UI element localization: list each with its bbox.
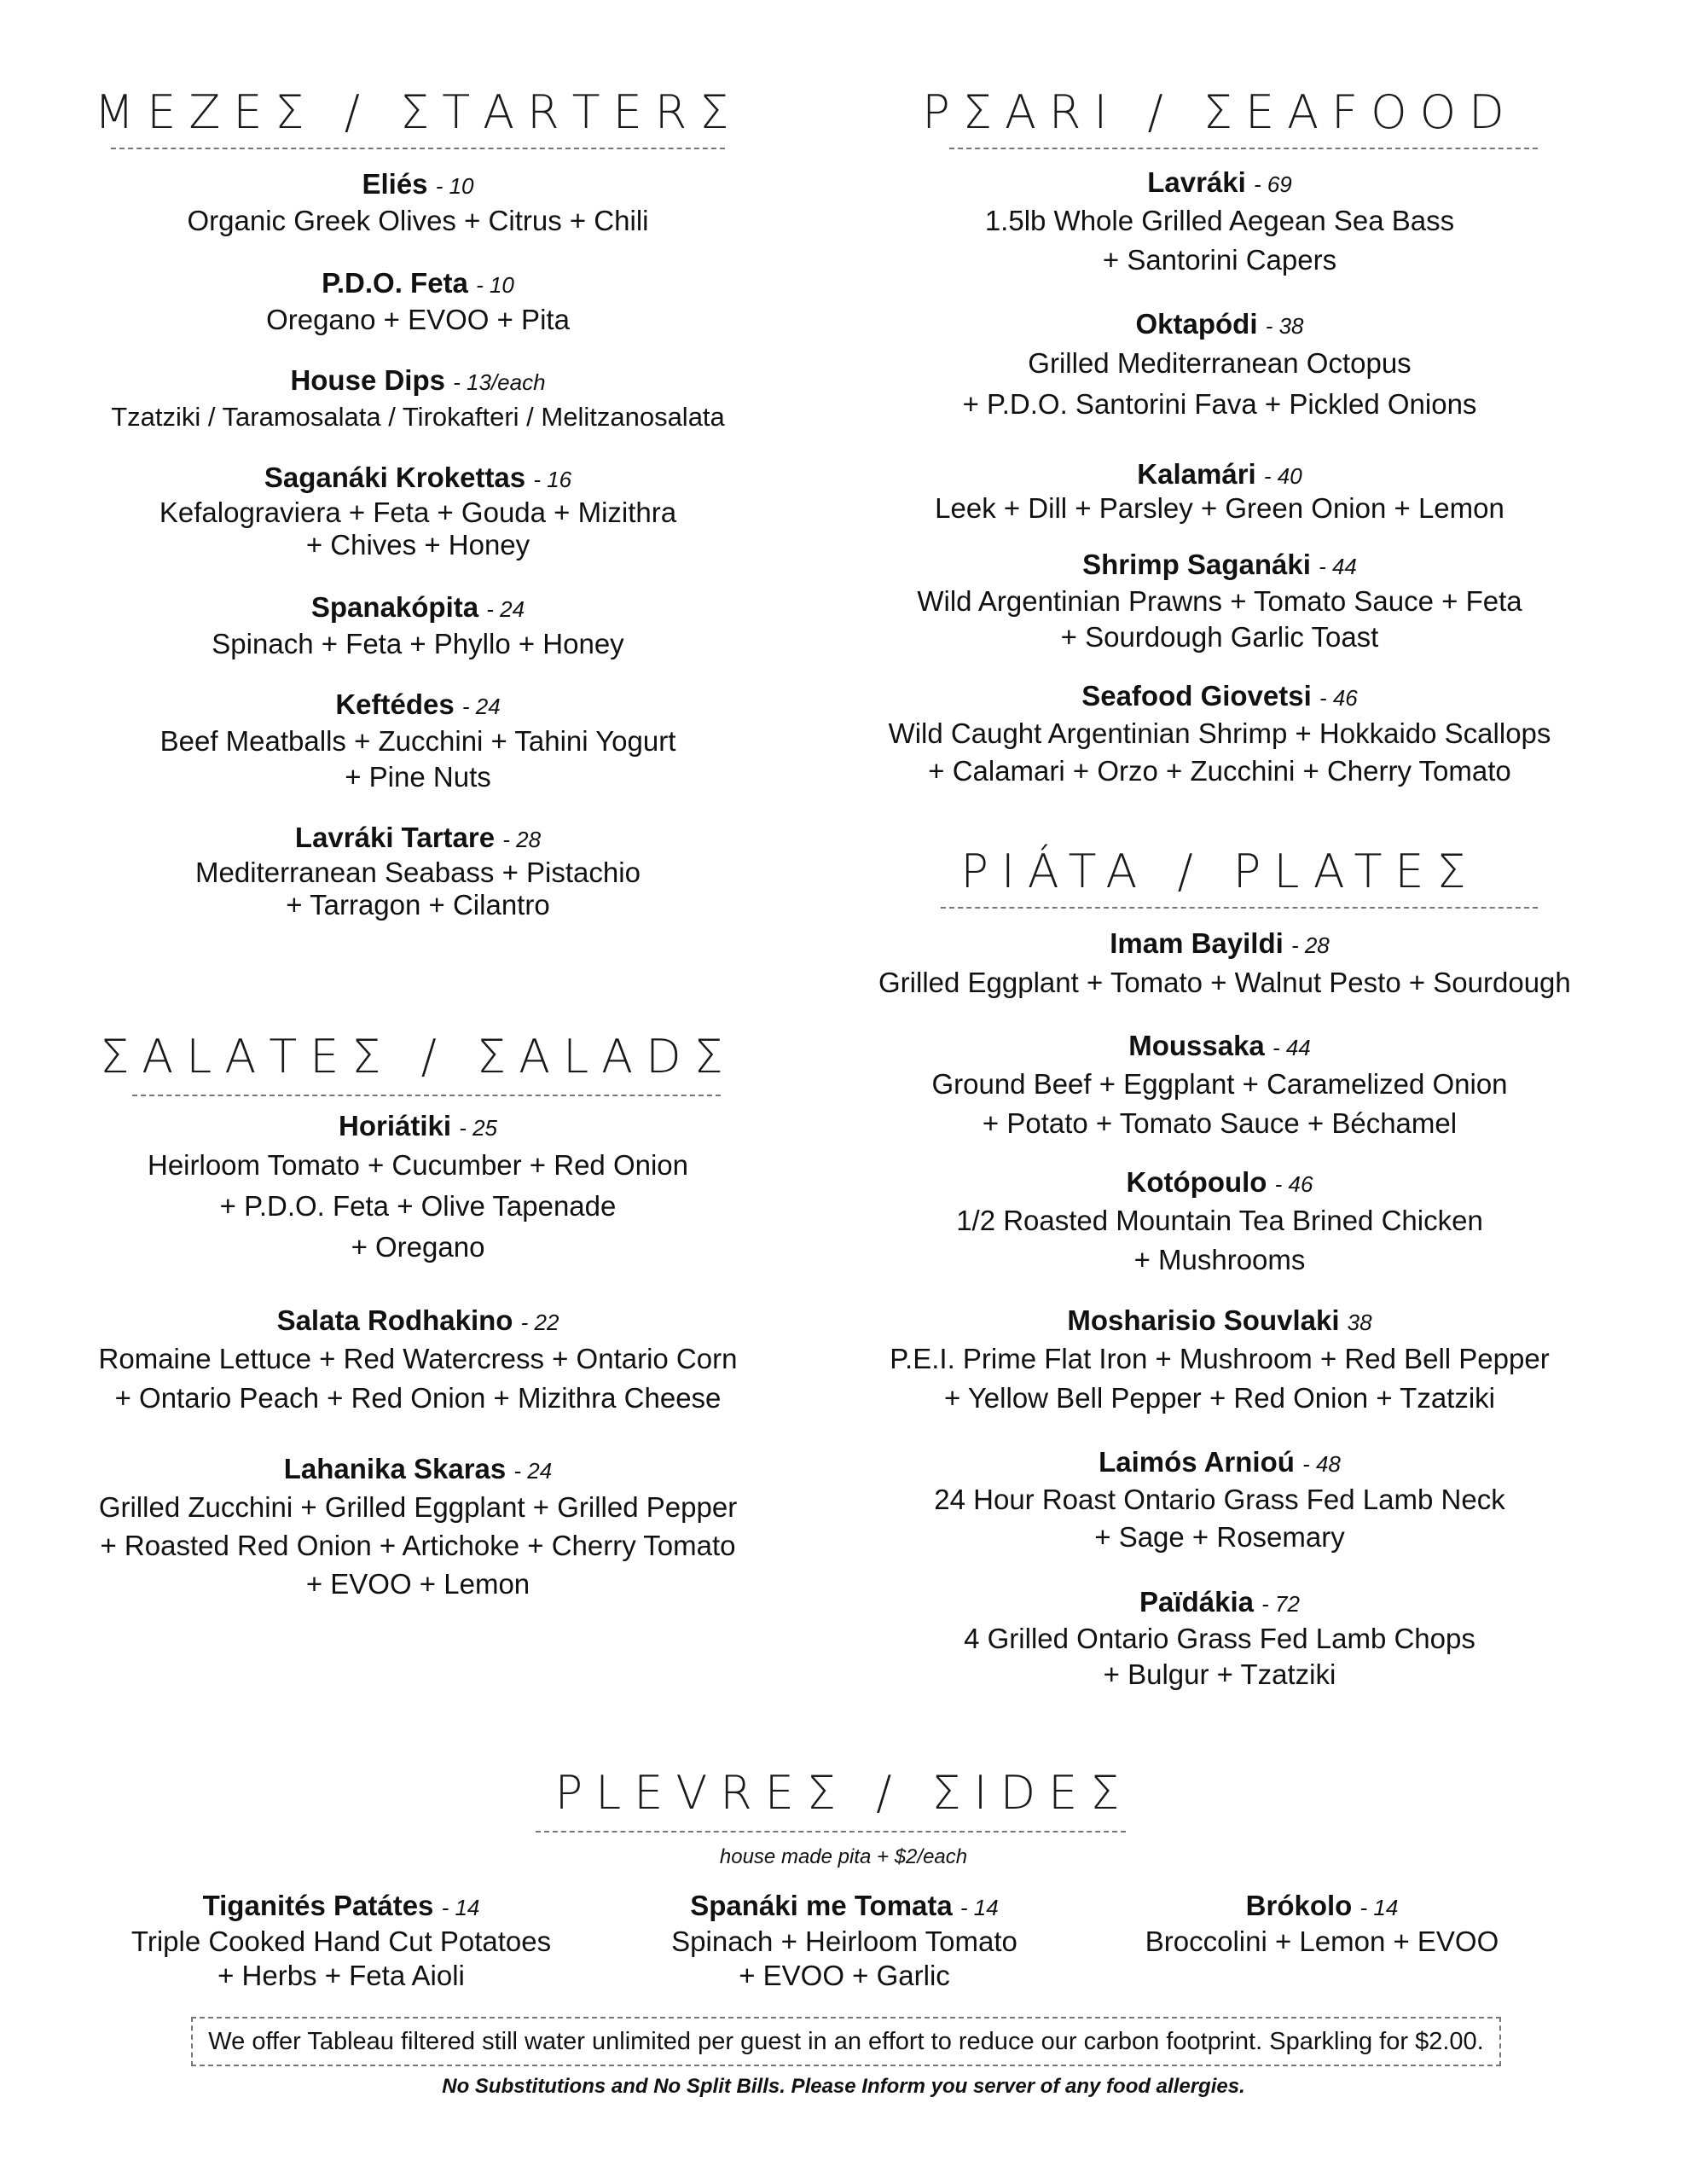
menu-item: [85, 688, 751, 795]
menu-item: [85, 590, 751, 662]
sides-note: house made pita + $2/each: [719, 1845, 968, 1868]
item-description: Leek + Dill + Parsley + Green Onion + Lemon: [935, 492, 1504, 524]
item-description: + Pine Nuts: [345, 761, 491, 793]
section-title-sides: PLEVREΣ / ΣIDEΣ: [554, 1766, 1133, 1820]
item-price: - 14: [441, 1895, 480, 1920]
section-title-salads: ΣΑLΑΤΕΣ / ΣΑLΑDΣ: [100, 1030, 736, 1083]
menu-item: [85, 266, 751, 338]
item-name: Oktapódi: [1135, 308, 1258, 340]
item-price: - 38: [1265, 313, 1304, 339]
menu-item: [85, 1109, 751, 1268]
item-name: Lavráki Tartare: [294, 822, 496, 853]
item-description: Triple Cooked Hand Cut Potatoes: [130, 1926, 552, 1957]
item-description: P.E.I. Prime Flat Iron + Mushroom + Red Bell Pepper: [890, 1343, 1550, 1374]
item-price: - 72: [1261, 1591, 1300, 1617]
menu-item: [85, 167, 751, 239]
item-description: Oregano + EVOO + Pita: [266, 304, 570, 335]
menu-item: [878, 1445, 1561, 1556]
item-description: 4 Grilled Ontario Grass Fed Lamb Chops: [964, 1623, 1475, 1654]
menu-item: [85, 1452, 751, 1603]
item-description: + Mushrooms: [1133, 1244, 1306, 1275]
item-name: Laimós Arnioú: [1099, 1446, 1295, 1478]
item-description: Mediterranean Seabass + Pistachio: [195, 857, 641, 888]
water-notice: We offer Tableau filtered still water unlimited per guest in an effort to reduce our carbon footprint. Sparkling for $2.00.: [191, 2017, 1501, 2066]
item-description: + Potato + Tomato Sauce + Béchamel: [982, 1107, 1458, 1139]
item-name: Horiátiki: [338, 1110, 452, 1141]
item-price: - 28: [502, 827, 542, 852]
menu-item: [878, 1304, 1561, 1418]
item-description: Grilled Eggplant + Tomato + Walnut Pesto + Sourdough: [878, 967, 1571, 998]
item-price: - 16: [533, 467, 572, 492]
item-price: - 10: [476, 272, 514, 298]
item-price: - 24: [486, 596, 525, 622]
item-description: Wild Argentinian Prawns + Tomato Sauce + Feta: [917, 585, 1522, 617]
item-name: Tiganités Patátes: [202, 1890, 434, 1921]
item-name: Salata Rodhakino: [276, 1304, 513, 1336]
item-description: + Chives + Honey: [305, 529, 530, 561]
item-description: + Calamari + Orzo + Zucchini + Cherry Tomato: [928, 755, 1511, 787]
item-description: Grilled Zucchini + Grilled Eggplant + Grilled Pepper: [98, 1491, 738, 1523]
item-description: + EVOO + Garlic: [739, 1960, 950, 1991]
item-price: - 40: [1263, 463, 1302, 489]
menu-item: [85, 1304, 751, 1418]
item-price: - 22: [520, 1310, 559, 1335]
menu-item: [606, 1889, 1083, 1993]
section-divider: [941, 907, 1538, 909]
item-name: Imam Bayildi: [1110, 927, 1284, 959]
item-description: Spinach + Feta + Phyllo + Honey: [212, 628, 624, 659]
item-name: Brókolo: [1245, 1890, 1353, 1921]
item-description: + Ontario Peach + Red Onion + Mizithra Cheese: [114, 1382, 722, 1414]
item-name: Kotópoulo: [1126, 1166, 1267, 1198]
section-divider: [949, 148, 1538, 149]
item-price: - 46: [1274, 1171, 1313, 1197]
menu-item: [878, 307, 1561, 425]
menu-item: [85, 821, 751, 921]
item-price: - 69: [1253, 171, 1292, 197]
item-description: Heirloom Tomato + Cucumber + Red Onion: [147, 1149, 689, 1181]
item-price: - 13/each: [453, 369, 546, 395]
item-description: + Santorini Capers: [1102, 244, 1337, 276]
item-price: 38: [1347, 1310, 1372, 1335]
item-name: Mosharisio Souvlaki: [1067, 1304, 1340, 1336]
item-price: - 46: [1319, 685, 1358, 711]
menu-item: [878, 1029, 1561, 1143]
item-price: - 25: [459, 1115, 498, 1141]
item-description: Kefalograviera + Feta + Gouda + Mizithra: [159, 497, 677, 528]
menu-item: [85, 363, 751, 435]
item-description: Broccolini + Lemon + EVOO: [1145, 1926, 1499, 1957]
item-description: + Sage + Rosemary: [1094, 1521, 1345, 1553]
item-name: Shrimp Saganáki: [1082, 549, 1311, 580]
item-price: - 14: [1359, 1895, 1399, 1920]
item-description: + Tarragon + Cilantro: [286, 889, 550, 921]
item-description: + Roasted Red Onion + Artichoke + Cherry Tomato: [100, 1530, 736, 1561]
item-price: - 24: [513, 1458, 553, 1484]
item-name: Païdákia: [1139, 1586, 1254, 1618]
menu-item: [878, 548, 1561, 655]
menu-item: [1066, 1889, 1578, 1959]
item-name: Spanáki me Tomata: [690, 1890, 953, 1921]
item-name: Spanakópita: [310, 591, 479, 623]
item-price: - 48: [1302, 1451, 1341, 1477]
item-description: Grilled Mediterranean Octopus: [1028, 347, 1412, 379]
section-title-seafood: PΣARI / ΣEAFOOD: [922, 85, 1517, 139]
item-name: Lahanika Skaras: [283, 1453, 507, 1484]
item-description: + EVOO + Lemon: [305, 1568, 530, 1600]
item-name: Eliés: [362, 168, 428, 200]
menu-item: [85, 461, 751, 561]
item-name: Kalamári: [1137, 458, 1256, 490]
item-name: House Dips: [290, 364, 445, 396]
item-price: - 10: [435, 173, 474, 199]
item-price: - 14: [959, 1895, 999, 1920]
section-divider: [536, 1831, 1126, 1833]
menu-item: [102, 1889, 580, 1993]
item-price: - 24: [461, 694, 501, 719]
item-description: + Yellow Bell Pepper + Red Onion + Tzatziki: [943, 1382, 1496, 1414]
menu-item: [878, 679, 1561, 790]
item-name: Saganáki Krokettas: [264, 462, 526, 493]
menu-item: [878, 1165, 1561, 1280]
item-description: Organic Greek Olives + Citrus + Chili: [187, 205, 649, 236]
section-title-starters: ΜΕΖΕΣ / ΣΤΑRΤΕRΣ: [94, 85, 742, 139]
item-description: + P.D.O. Feta + Olive Tapenade: [219, 1190, 617, 1222]
item-description: + Herbs + Feta Aioli: [217, 1960, 465, 1991]
item-description: 1/2 Roasted Mountain Tea Brined Chicken: [956, 1205, 1483, 1236]
item-price: - 44: [1272, 1035, 1311, 1060]
item-price: - 44: [1319, 554, 1357, 579]
item-name: P.D.O. Feta: [322, 267, 468, 299]
section-divider: [132, 1095, 721, 1096]
item-description: Spinach + Heirloom Tomato: [671, 1926, 1017, 1957]
item-name: Keftédes: [335, 688, 455, 720]
menu-item: [878, 166, 1561, 280]
menu-item: [878, 926, 1571, 1003]
item-description: Ground Beef + Eggplant + Caramelized Onion: [931, 1068, 1508, 1100]
item-name: Lavráki: [1147, 166, 1246, 198]
item-description: + Oregano: [351, 1231, 485, 1263]
item-name: Seafood Giovetsi: [1081, 680, 1312, 712]
section-divider: [111, 148, 725, 149]
item-description: + P.D.O. Santorini Fava + Pickled Onions: [962, 388, 1477, 420]
menu-item: [878, 1585, 1561, 1693]
item-price: - 28: [1290, 932, 1330, 958]
menu-item: [878, 457, 1561, 524]
item-description: Romaine Lettuce + Red Watercress + Ontario Corn: [98, 1343, 738, 1374]
footer-note: No Substitutions and No Split Bills. Please Inform you server of any food allergies.: [442, 2075, 1245, 2098]
item-description: Wild Caught Argentinian Shrimp + Hokkaido Scallops: [888, 717, 1551, 749]
item-description: Beef Meatballs + Zucchini + Tahini Yogurt: [159, 725, 676, 757]
item-description: Tzatziki / Taramosalata / Tirokafteri / Melitzanosalata: [111, 402, 725, 432]
item-description: + Sourdough Garlic Toast: [1060, 621, 1379, 653]
item-description: 24 Hour Roast Ontario Grass Fed Lamb Neck: [934, 1484, 1505, 1515]
section-title-plates: PIÁTA / PLATEΣ: [960, 845, 1479, 898]
item-description: 1.5lb Whole Grilled Aegean Sea Bass: [984, 205, 1455, 236]
item-description: + Bulgur + Tzatziki: [1103, 1658, 1336, 1690]
item-name: Moussaka: [1128, 1030, 1265, 1061]
